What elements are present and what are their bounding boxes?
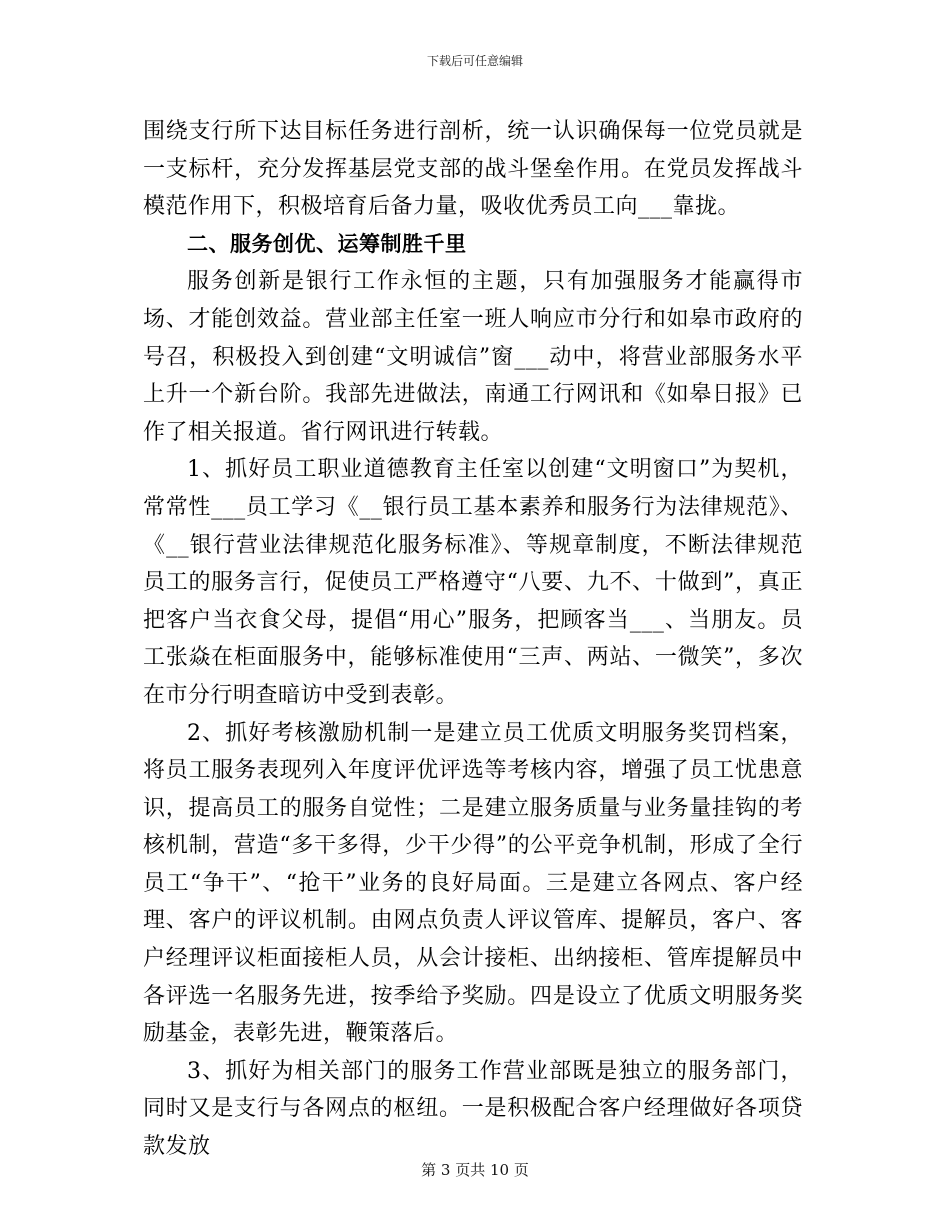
section-heading: 二、服务创优、运筹制胜千里 <box>187 231 467 256</box>
paragraph-item-2: 2、抓好考核激励机制一是建立员工优质文明服务奖罚档案，将员工服务表现列入年度评优评选等考核内容，增强了员工忧患意识，提高员工的服务自觉性；二是建立服务质量与业务量挂钩的考核机制，营造“多干多得，少干少得”的公平竞争机制，形成了全行员工“争干”、“抢干”业务的良好局面。三是建立各网点、客户经理、客户的评议机制。由网点负责人评议管库、提解员，客户、客户经理评议柜面接柜人员，从会计接柜、出纳接柜、管库提解员中各评选一名服务先进，按季给予奖励。四是设立了优质文明服务奖励基金，表彰先进，鞭策落后。 <box>143 720 803 1047</box>
paragraph-service-innovation: 服务创新是银行工作永恒的主题，只有加强服务才能赢得市场、才能创效益。营业部主任室一班人响应市分行和如皋市政府的号召，积极投入到创建“文明诚信”窗___动中，将营业部服务水平上升一个新台阶。我部先进做法，南通工行网讯和《如皋日报》已作了相关报道。省行网讯进行转载。 <box>143 269 803 445</box>
document-body <box>143 113 803 1166</box>
page-number: 第 3 页共 10 页 <box>421 1161 529 1179</box>
paragraph-item-3: 3、抓好为相关部门的服务工作营业部既是独立的服务部门，同时又是支行与各网点的枢纽。一是积极配合客户经理做好各项贷款发放 <box>143 1058 803 1160</box>
paragraph-item-1: 1、抓好员工职业道德教育主任室以创建“文明窗口”为契机，常常性___员工学习《__银行员工基本素养和服务行为法律规范》、《__银行营业法律规范化服务标准》、等规章制度，不断法律规范员工的服务言行，促使员工严格遵守“八要、九不、十做到”，真正把客户当衣食父母，提倡“用心”服务，把顾客当___、当朋友。员工张焱在柜面服务中，能够标准使用“三声、两站、一微笑”，多次在市分行明查暗访中受到表彰。 <box>143 457 803 708</box>
page-header: 下载后可任意编辑 <box>426 54 523 68</box>
paragraph-continuation: 围绕支行所下达目标任务进行剖析，统一认识确保每一位党员就是一支标杆，充分发挥基层党支部的战斗堡垒作用。在党员发挥战斗模范作用下，积极培育后备力量，吸收优秀员工向___靠拢。 <box>143 119 803 220</box>
